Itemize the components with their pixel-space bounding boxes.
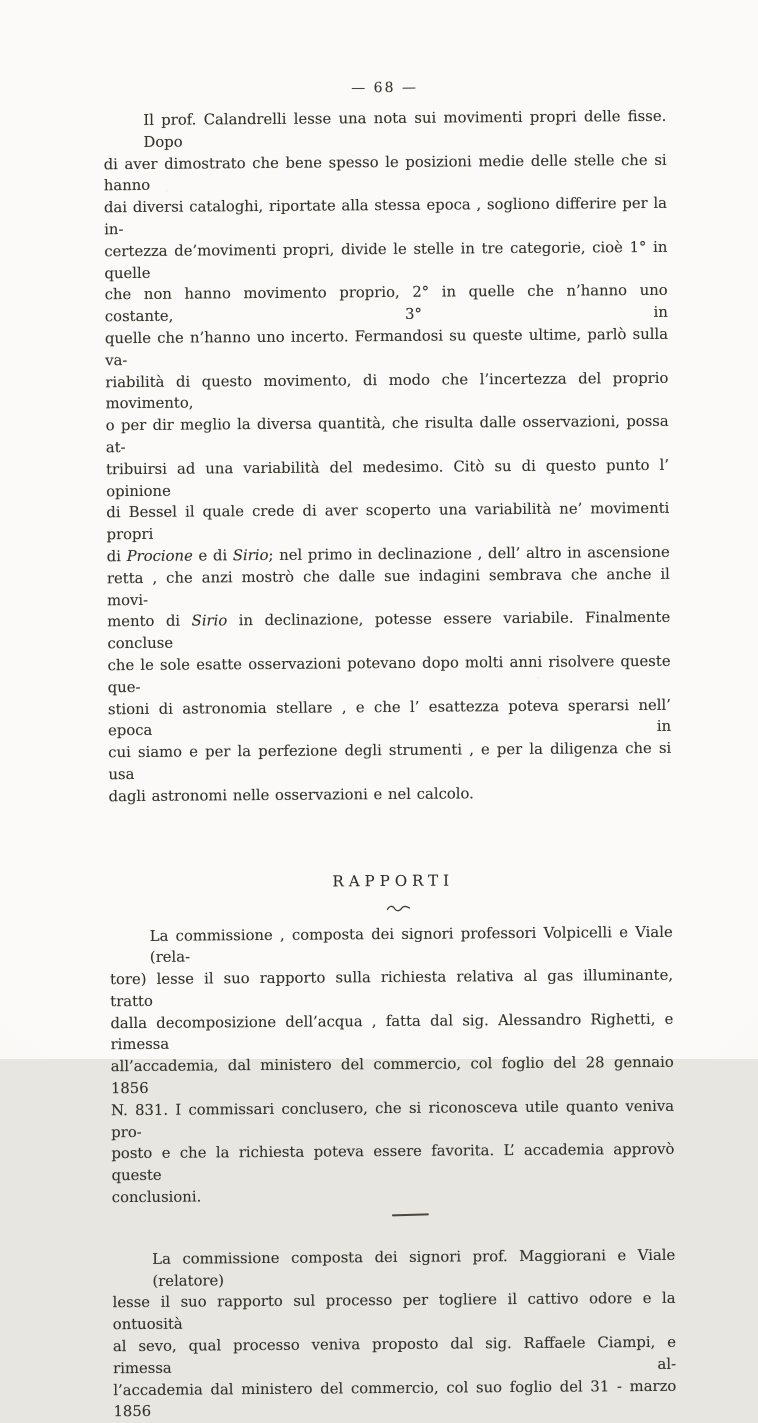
paragraph bbox=[110, 921, 675, 1209]
text-line: di Procione e di Sirio; nel primo in declinazione , dell’ altro in ascensione bbox=[106, 543, 670, 566]
tilde-ornament-icon bbox=[109, 896, 672, 914]
text-line: che le sole esatte osservazioni potevano dopo molti anni risolvere queste que- bbox=[107, 652, 671, 696]
text-line: retta , che anzi mostrò che dalle sue indagini sembrava che anche il movi- bbox=[106, 565, 670, 609]
text-line: La commissione composta dei signori prof. Maggiorani e Viale (relatore) bbox=[152, 1246, 676, 1290]
paragraph bbox=[112, 1245, 676, 1423]
text-line: N. 831. I commissari conclusero, che si riconosceva utile quanto veniva pro- bbox=[111, 1097, 675, 1141]
text-line: tribuirsi ad una variabilità del medesimo. Citò su di questo punto l’ opinione bbox=[105, 456, 670, 500]
text-line: dalla decomposizione dell’acqua , fatta dal sig. Alessandro Righetti, e rimessa bbox=[110, 1010, 674, 1054]
text-line: certezza de’movimenti propri, divide le stelle in tre categorie, cioè 1° in quelle bbox=[104, 238, 668, 282]
text-line: di Bessel il quale crede di aver scoperto una variabilità ne’ movimenti propri bbox=[106, 500, 670, 544]
text-line: Il prof. Calandrelli lesse una nota sui movimenti propri delle fisse. Dopo bbox=[143, 107, 667, 151]
text-line: tore) lesse il suo rapporto sulla richiesta relativa al gas illuminante, tratto bbox=[109, 966, 674, 1011]
paragraph bbox=[103, 106, 671, 808]
text-line: lesse il suo rapporto sul processo per togliere il cattivo odore e la ontuosità bbox=[112, 1290, 676, 1334]
text-line: al sevo, qual processo veniva proposto dal sig. Raffaele Ciampi, e rimessa al- bbox=[112, 1333, 677, 1378]
text-line: conclusioni. bbox=[111, 1188, 202, 1207]
text-line: o per dir meglio la diversa quantità, che risulta dalle osservazioni, possa at- bbox=[105, 412, 669, 457]
text-line: che non hanno movimento proprio, 2° in quelle che n’hanno uno costante, 3° in bbox=[104, 282, 668, 326]
page-content bbox=[103, 78, 677, 1423]
text-line: dai diversi cataloghi, riportate alla stessa epoca , sogliono differire per la in- bbox=[103, 194, 668, 239]
text-line: mento di Sirio in declinazione, potesse essere variabile. Finalmente concluse bbox=[107, 609, 671, 653]
text-line: l’accademia dal ministero del commercio, col suo foglio del 31 - marzo 1856 bbox=[113, 1377, 677, 1421]
text-line: riabilità di questo movimento, di modo che l’incertezza del proprio movimento, bbox=[105, 369, 669, 413]
text-line: cui siamo e per la perfezione degli strumenti , e per la diligenza che si usa bbox=[108, 739, 672, 784]
text-line: stioni di astronomia stellare , e che l’ esattezza poteva sperarsi nell’ epoca in bbox=[107, 696, 672, 740]
section-divider bbox=[392, 1213, 429, 1216]
text-line: di aver dimostrato che bene spesso le posizioni medie delle stelle che si hanno bbox=[103, 151, 667, 195]
text-line: all’accademia, dal ministero del commercio, col foglio del 28 gennaio 1856 bbox=[110, 1054, 674, 1098]
text-line: dagli astronomi nelle osservazioni e nel calcolo. bbox=[108, 785, 474, 805]
page-number: — 68 — bbox=[351, 79, 418, 97]
text-line: posto e che la richiesta poteva essere favorita. L’ accademia approvò queste bbox=[111, 1141, 675, 1185]
section-heading: RAPPORTI bbox=[332, 870, 455, 890]
text-line: quelle che n’hanno uno incerto. Fermandosi su queste ultime, parlò sulla va- bbox=[104, 325, 669, 369]
text-line: La commissione , composta dei signori professori Volpicelli e Viale (rela- bbox=[149, 923, 673, 967]
